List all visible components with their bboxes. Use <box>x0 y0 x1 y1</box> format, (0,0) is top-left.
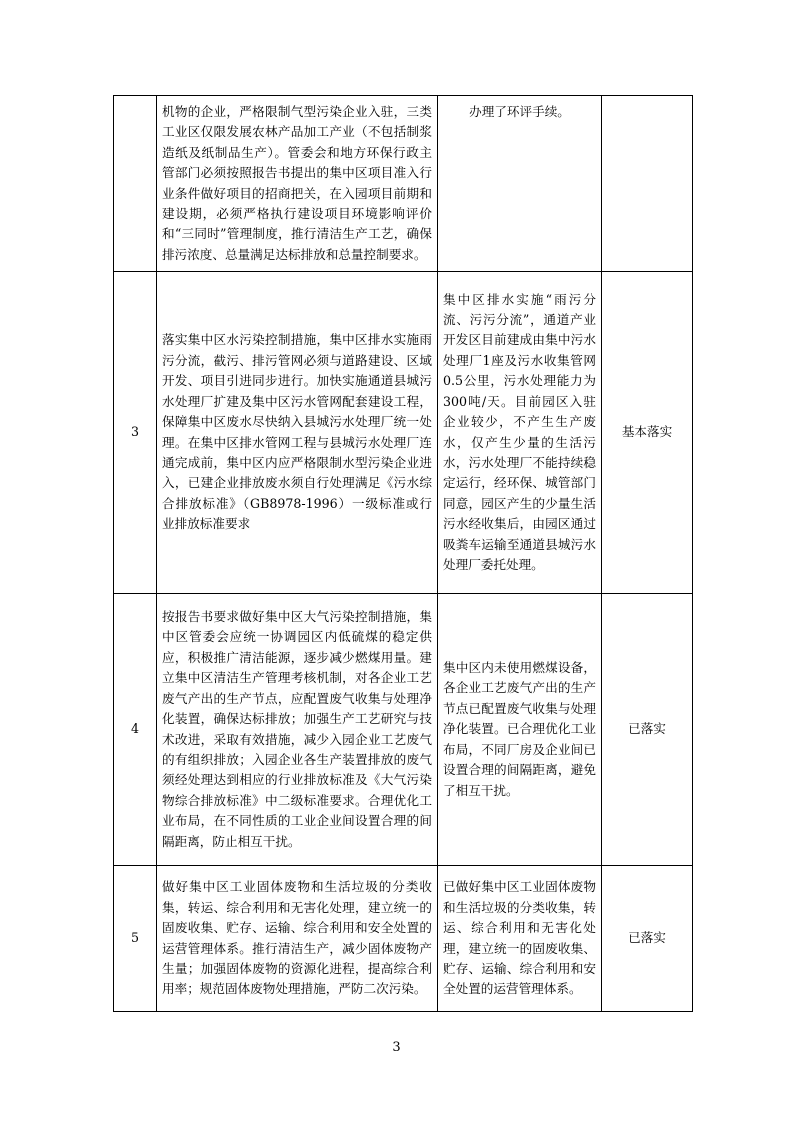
row-number <box>114 96 157 272</box>
page-number: 3 <box>392 1040 401 1055</box>
table-row <box>114 866 693 1012</box>
implementation-cell: 集中区内未使用燃煤设备，各企业工艺废气产出的生产节点已配置废气收集与处理净化装置。已合理优化工业布局，不同厂房及企业间已设置合理的间隔距离，避免了相互干扰。 <box>438 594 602 866</box>
implementation-cell: 已做好集中区工业固体废物和生活垃圾的分类收集，转运、综合利用和无害化处理，建立统一的固废收集、贮存、运输、综合利用和安全处置的运营管理体系。 <box>438 866 602 1012</box>
status-cell: 基本落实 <box>602 272 693 594</box>
table-row <box>114 594 693 866</box>
implementation-cell: 集中区排水实施“雨污分流、污污分流”，通道产业开发区目前建成由集中污水处理厂1座及污水收集管网0.5公里，污水处理能力为300吨/天。目前园区入驻企业较少，不产生生产废水，仅产生少量的生活污水，污水处理厂不能持续稳定运行，经环保、城管部门同意，园区产生的少量生活污水经收集后，由园区通过吸粪车运输至通道县城污水处理厂委托处理。 <box>438 272 602 594</box>
requirement-cell: 按报告书要求做好集中区大气污染控制措施，集中区管委会应统一协调园区内低硫煤的稳定供应，积极推广清洁能源，逐步减少燃煤用量。建立集中区清洁生产管理考核机制，对各企业工艺废气产出的生产节点，应配置废气收集与处理净化装置，确保达标排放；加强生产工艺研究与技术改进，采取有效措施，减少入园企业工艺废气的有组织排放；入园企业各生产装置排放的废气须经处理达到相应的行业排放标准及《大气污染物综合排放标准》中二级标准要求。合理优化工业布局，在不同性质的工业企业间设置合理的间隔距离，防止相互干扰。 <box>157 594 438 866</box>
implementation-cell: 办理了环评手续。 <box>438 96 602 272</box>
status-cell: 已落实 <box>602 866 693 1012</box>
requirement-cell: 机物的企业，严格限制气型污染企业入驻，三类工业区仅限发展农林产品加工产业（不包括制浆造纸及纸制品生产）。管委会和地方环保行政主管部门必须按照报告书提出的集中区项目准入行业条件做好项目的招商把关，在入园项目前期和建设期，必须严格执行建设项目环境影响评价和“三同时”管理制度，推行清洁生产工艺，确保排污浓度、总量满足达标排放和总量控制要求。 <box>157 96 438 272</box>
table-row <box>114 272 693 594</box>
row-number: 3 <box>114 272 157 594</box>
compliance-table <box>113 95 693 1012</box>
requirement-cell: 落实集中区水污染控制措施，集中区排水实施雨污分流，截污、排污管网必须与道路建设、区域开发、项目引进同步进行。加快实施通道县城污水处理厂扩建及集中区污水管网配套建设工程，保障集中区废水尽快纳入县城污水处理厂统一处理。在集中区排水管网工程与县城污水处理厂连通完成前，集中区内应严格限制水型污染企业进入，已建企业排放废水须自行处理满足《污水综合排放标准》（GB8978-1996）一级标准或行业排放标准要求 <box>157 272 438 594</box>
requirement-cell: 做好集中区工业固体废物和生活垃圾的分类收集，转运、综合利用和无害化处理，建立统一的固废收集、贮存、运输、综合利用和安全处置的运营管理体系。推行清洁生产，减少固体废物产生量；加强固体废物的资源化进程，提高综合利用率；规范固体废物处理措施，严防二次污染。 <box>157 866 438 1012</box>
row-number: 4 <box>114 594 157 866</box>
table-row <box>114 96 693 272</box>
row-number: 5 <box>114 866 157 1012</box>
status-cell: 已落实 <box>602 594 693 866</box>
status-cell <box>602 96 693 272</box>
